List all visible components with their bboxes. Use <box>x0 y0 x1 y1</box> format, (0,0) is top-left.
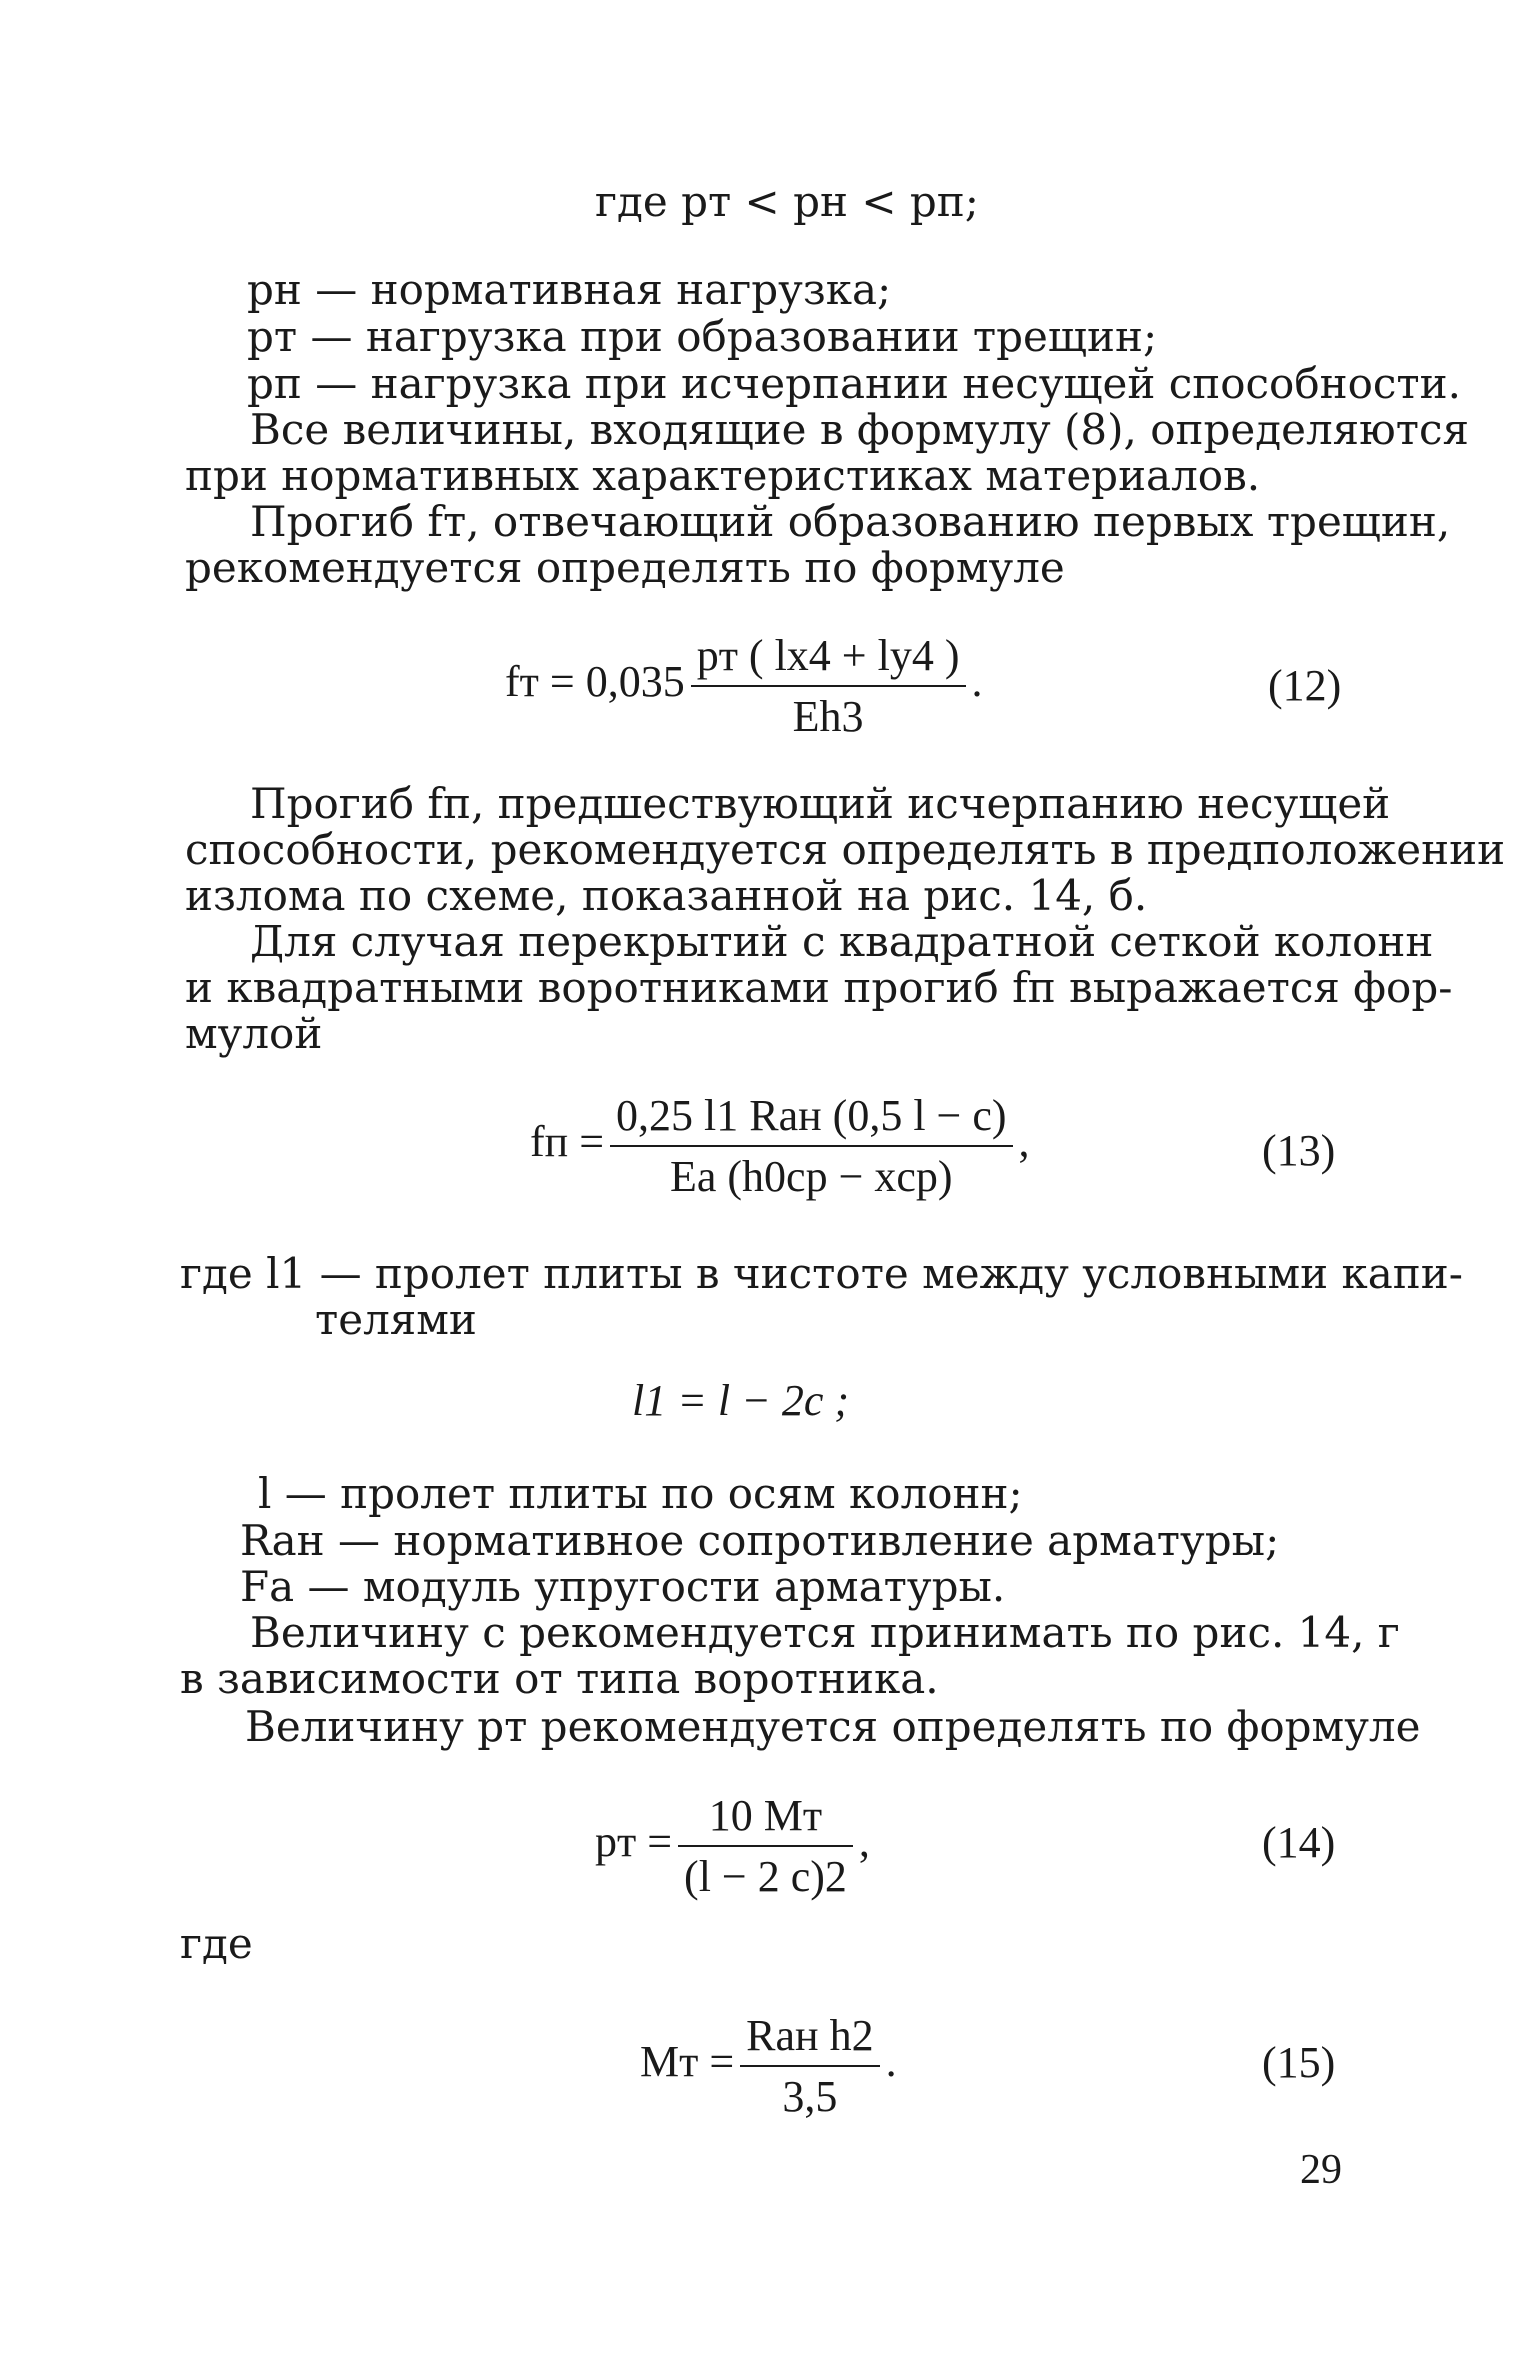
equation-number: (14) <box>1262 1818 1336 1867</box>
text-line: излома по схеме, показанной на рис. 14, б. <box>185 871 1148 920</box>
equation-number: (15) <box>1262 2038 1336 2087</box>
text-line: мулой <box>185 1009 323 1058</box>
fraction <box>610 1090 1013 1202</box>
denominator: Eа (h0ср − xср) <box>669 1152 953 1201</box>
text-line: pп — нагрузка при исчерпании несущей способности. <box>247 359 1461 408</box>
numerator: 10 Mт <box>678 1790 853 1847</box>
equation-number: (12) <box>1268 661 1342 710</box>
formula-tail: . <box>971 657 983 707</box>
text-line: телями <box>315 1295 477 1344</box>
text-line: Для случая перекрытий с квадратной сеткой колонн <box>250 917 1434 966</box>
text-line: Fа — модуль упругости арматуры. <box>240 1562 1006 1611</box>
text-line: при нормативных характеристиках материалов. <box>185 451 1261 500</box>
formula-tail: . <box>885 2037 897 2087</box>
text-line: pн — нормативная нагрузка; <box>247 265 892 314</box>
fraction <box>740 2010 879 2122</box>
text-line: Прогиб fт, отвечающий образованию первых трещин, <box>250 497 1451 546</box>
formula-lhs: fт = 0,035 <box>505 657 685 707</box>
fraction <box>691 630 966 742</box>
text-line: где l1 — пролет плиты в чистоте между условными капи- <box>180 1249 1463 1298</box>
formula-tail: , <box>858 1817 870 1867</box>
denominator: 3,5 <box>782 2072 838 2121</box>
formula-lhs: pт = <box>595 1817 673 1867</box>
text-line: и квадратными воротниками прогиб fп выражается фор- <box>185 963 1453 1012</box>
formula-12 <box>505 630 983 742</box>
text-line: Прогиб fп, предшествующий исчерпанию несущей <box>250 779 1391 828</box>
formula-13 <box>530 1090 1030 1202</box>
numerator: Rан h2 <box>740 2010 879 2067</box>
text-line: рекомендуется определять по формуле <box>185 543 1065 592</box>
numerator: pт ( lx4 + ly4 ) <box>691 630 966 687</box>
formula-lhs: Mт = <box>640 2037 735 2087</box>
formula-tail: , <box>1018 1117 1030 1167</box>
text-line: Rан — нормативное сопротивление арматуры; <box>240 1516 1280 1565</box>
formula-lhs: fп = <box>530 1117 605 1167</box>
formula-l1: l1 = l − 2c ; <box>632 1376 850 1425</box>
equation-number: (13) <box>1262 1126 1336 1175</box>
formula-15 <box>640 2010 897 2122</box>
text-line: Величину c рекомендуется принимать по рис. 14, г <box>250 1608 1400 1657</box>
page-number: 29 <box>1300 2147 1342 2193</box>
text-line: Все величины, входящие в формулу (8), определяются <box>250 405 1469 454</box>
denominator: Eh3 <box>792 692 864 741</box>
text-line: pт — нагрузка при образовании трещин; <box>247 312 1158 361</box>
text-line: способности, рекомендуется определять в предположении <box>185 825 1506 874</box>
formula-14 <box>595 1790 870 1902</box>
text-line: где pт < pн < pп; <box>595 177 979 226</box>
fraction <box>678 1790 853 1902</box>
numerator: 0,25 l1 Rан (0,5 l − c) <box>610 1090 1013 1147</box>
text-line: l — пролет плиты по осям колонн; <box>258 1469 1023 1518</box>
text-line: где <box>180 1919 253 1968</box>
text-line: в зависимости от типа воротника. <box>180 1654 939 1703</box>
text-line: Величину pт рекомендуется определять по формуле <box>245 1702 1421 1751</box>
denominator: (l − 2 c)2 <box>684 1852 847 1901</box>
